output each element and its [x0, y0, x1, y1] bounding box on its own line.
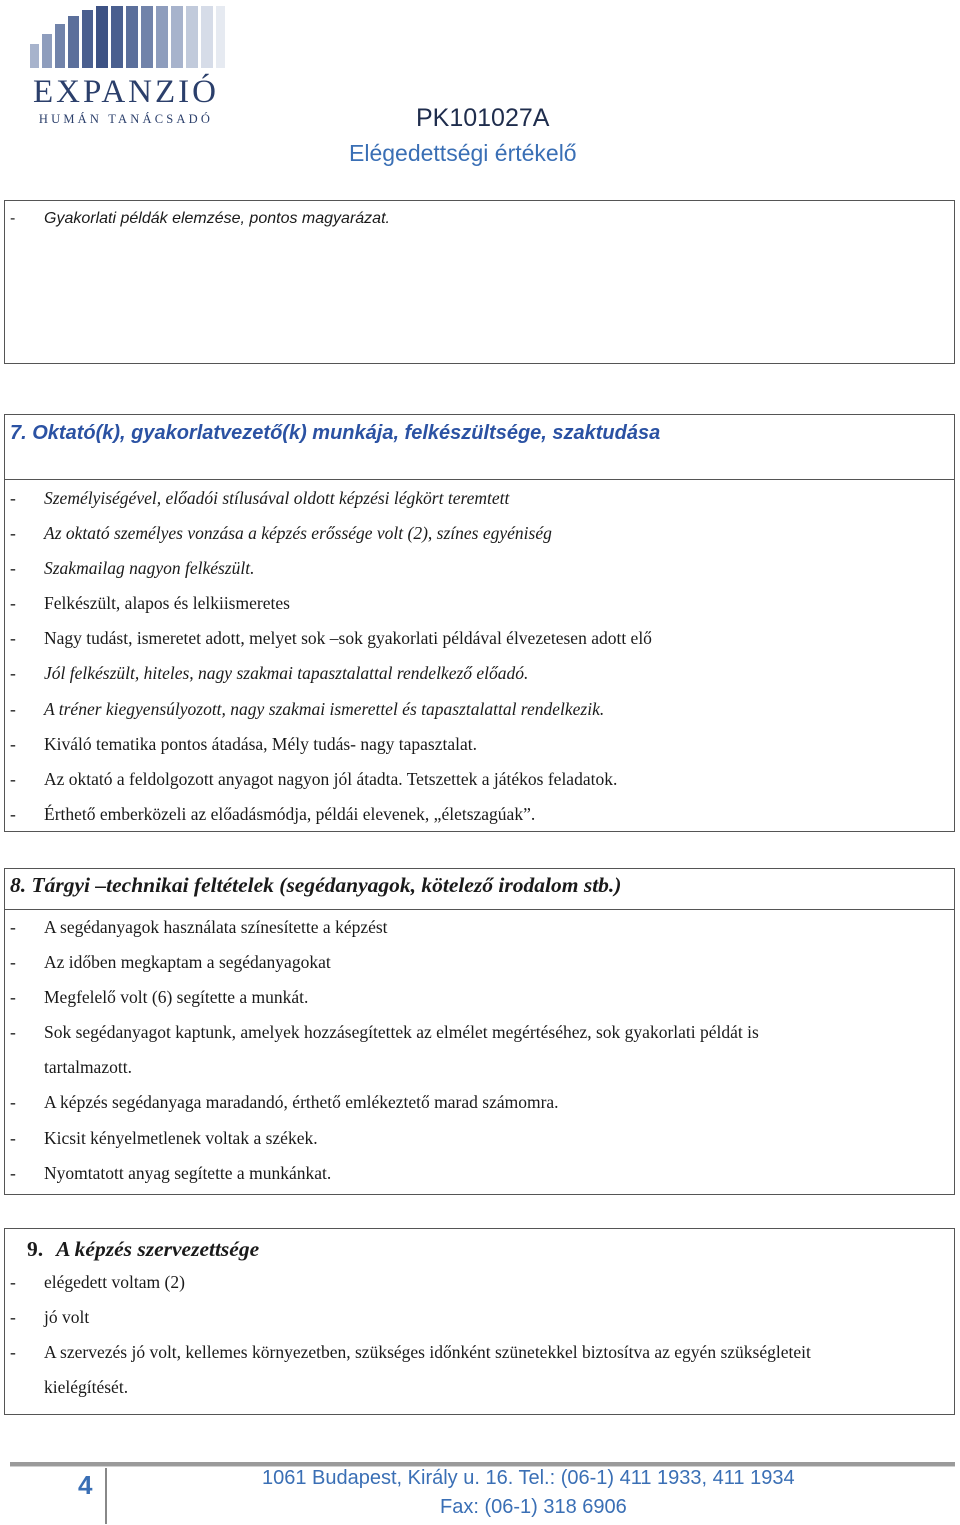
- section-9-number: 9.: [27, 1237, 44, 1261]
- list-item: - Megfelelő volt (6) segítette a munkát.: [10, 987, 309, 1008]
- logo-name: EXPANZIÓ: [33, 74, 219, 110]
- section-previous-box: [4, 200, 955, 364]
- list-item: - Szakmailag nagyon felkészült.: [10, 558, 255, 579]
- company-logo: [26, 6, 226, 128]
- section-8-heading: 8. Tárgyi –technikai feltételek (segédanyagok, kötelező irodalom stb.): [5, 869, 954, 910]
- list-item: - Jól felkészült, hiteles, nagy szakmai tapasztalattal rendelkező előadó.: [10, 663, 529, 684]
- section-9-heading: [5, 1229, 954, 1265]
- list-item: - A segédanyagok használata színesítette a képzést: [10, 917, 388, 937]
- list-item: - Felkészült, alapos és lelkiismeretes: [10, 593, 290, 614]
- list-item: - Az oktató a feldolgozott anyagot nagyon jól átadta. Tetszettek a játékos feladatok.: [10, 768, 618, 789]
- list-item: - Az oktató személyes vonzása a képzés erőssége volt (2), színes egyéniség: [10, 523, 552, 544]
- list-item: - A képzés segédanyaga maradandó, érthető emlékeztető marad számomra.: [10, 1092, 559, 1113]
- list-item: - A szervezés jó volt, kellemes környezetben, szükséges időnként szünetekkel biztosítva az egyén szükségleteit: [10, 1342, 811, 1363]
- document-title: Elégedettségi értékelő: [349, 140, 577, 166]
- list-item: - Az időben megkaptam a segédanyagokat: [10, 952, 331, 973]
- list-item: - A tréner kiegyensúlyozott, nagy szakmai ismerettel és tapasztalattal rendelkezik.: [10, 698, 605, 719]
- document-code: PK101027A: [416, 104, 550, 132]
- list-item: - Kicsit kényelmetlenek voltak a székek.: [10, 1127, 318, 1148]
- list-item: - Nagy tudást, ismeretet adott, melyet sok –sok gyakorlati példával élvezetesen adott elő: [10, 628, 652, 649]
- section-8-list: [5, 910, 954, 1191]
- list-item: - Érthető emberközeli az előadásmódja, példái elevenek, „életszagúak”.: [10, 803, 536, 824]
- section-9-list: [5, 1265, 954, 1405]
- bullet-dash: -: [10, 210, 16, 227]
- list-item-continuation: tartalmazott.: [44, 1057, 132, 1078]
- section-8-box: [4, 868, 955, 1195]
- logo-subtitle: HUMÁN TANÁCSADÓ: [38, 112, 214, 126]
- footer-fax: Fax: (06-1) 318 6906: [440, 1496, 627, 1518]
- list-item: - elégedett voltam (2): [10, 1272, 185, 1292]
- page-number: 4: [78, 1470, 93, 1500]
- list-item-continuation: kielégítését.: [44, 1377, 129, 1398]
- section-9-title: A képzés szervezettsége: [56, 1237, 260, 1261]
- list-item: - Nyomtatott anyag segítette a munkánkat.: [10, 1162, 332, 1183]
- list-item: - Sok segédanyagot kaptunk, amelyek hozzásegítettek az elmélet megértéséhez, sok gyakorlati példát is: [10, 1022, 759, 1043]
- footer-address: 1061 Budapest, Király u. 16. Tel.: (06-1) 411 1933, 411 1934: [262, 1467, 795, 1489]
- list-item: - jó volt: [10, 1307, 90, 1328]
- footer-separator: [105, 1468, 107, 1524]
- list-item: - Személyiségével, előadói stílusával oldott képzési légkört teremtett: [10, 488, 510, 508]
- section-7-box: [4, 414, 955, 832]
- section-7-list: [5, 480, 954, 832]
- logo-bars-icon: [30, 6, 225, 68]
- section-7-heading: 7. Oktató(k), gyakorlatvezető(k) munkája, felkészültsége, szaktudása: [5, 415, 954, 480]
- section-9-box: [4, 1228, 955, 1415]
- list-item: - Gyakorlati példák elemzése, pontos magyarázat.: [5, 201, 954, 236]
- list-item: - Kiváló tematika pontos átadása, Mély tudás- nagy tapasztalat.: [10, 733, 477, 754]
